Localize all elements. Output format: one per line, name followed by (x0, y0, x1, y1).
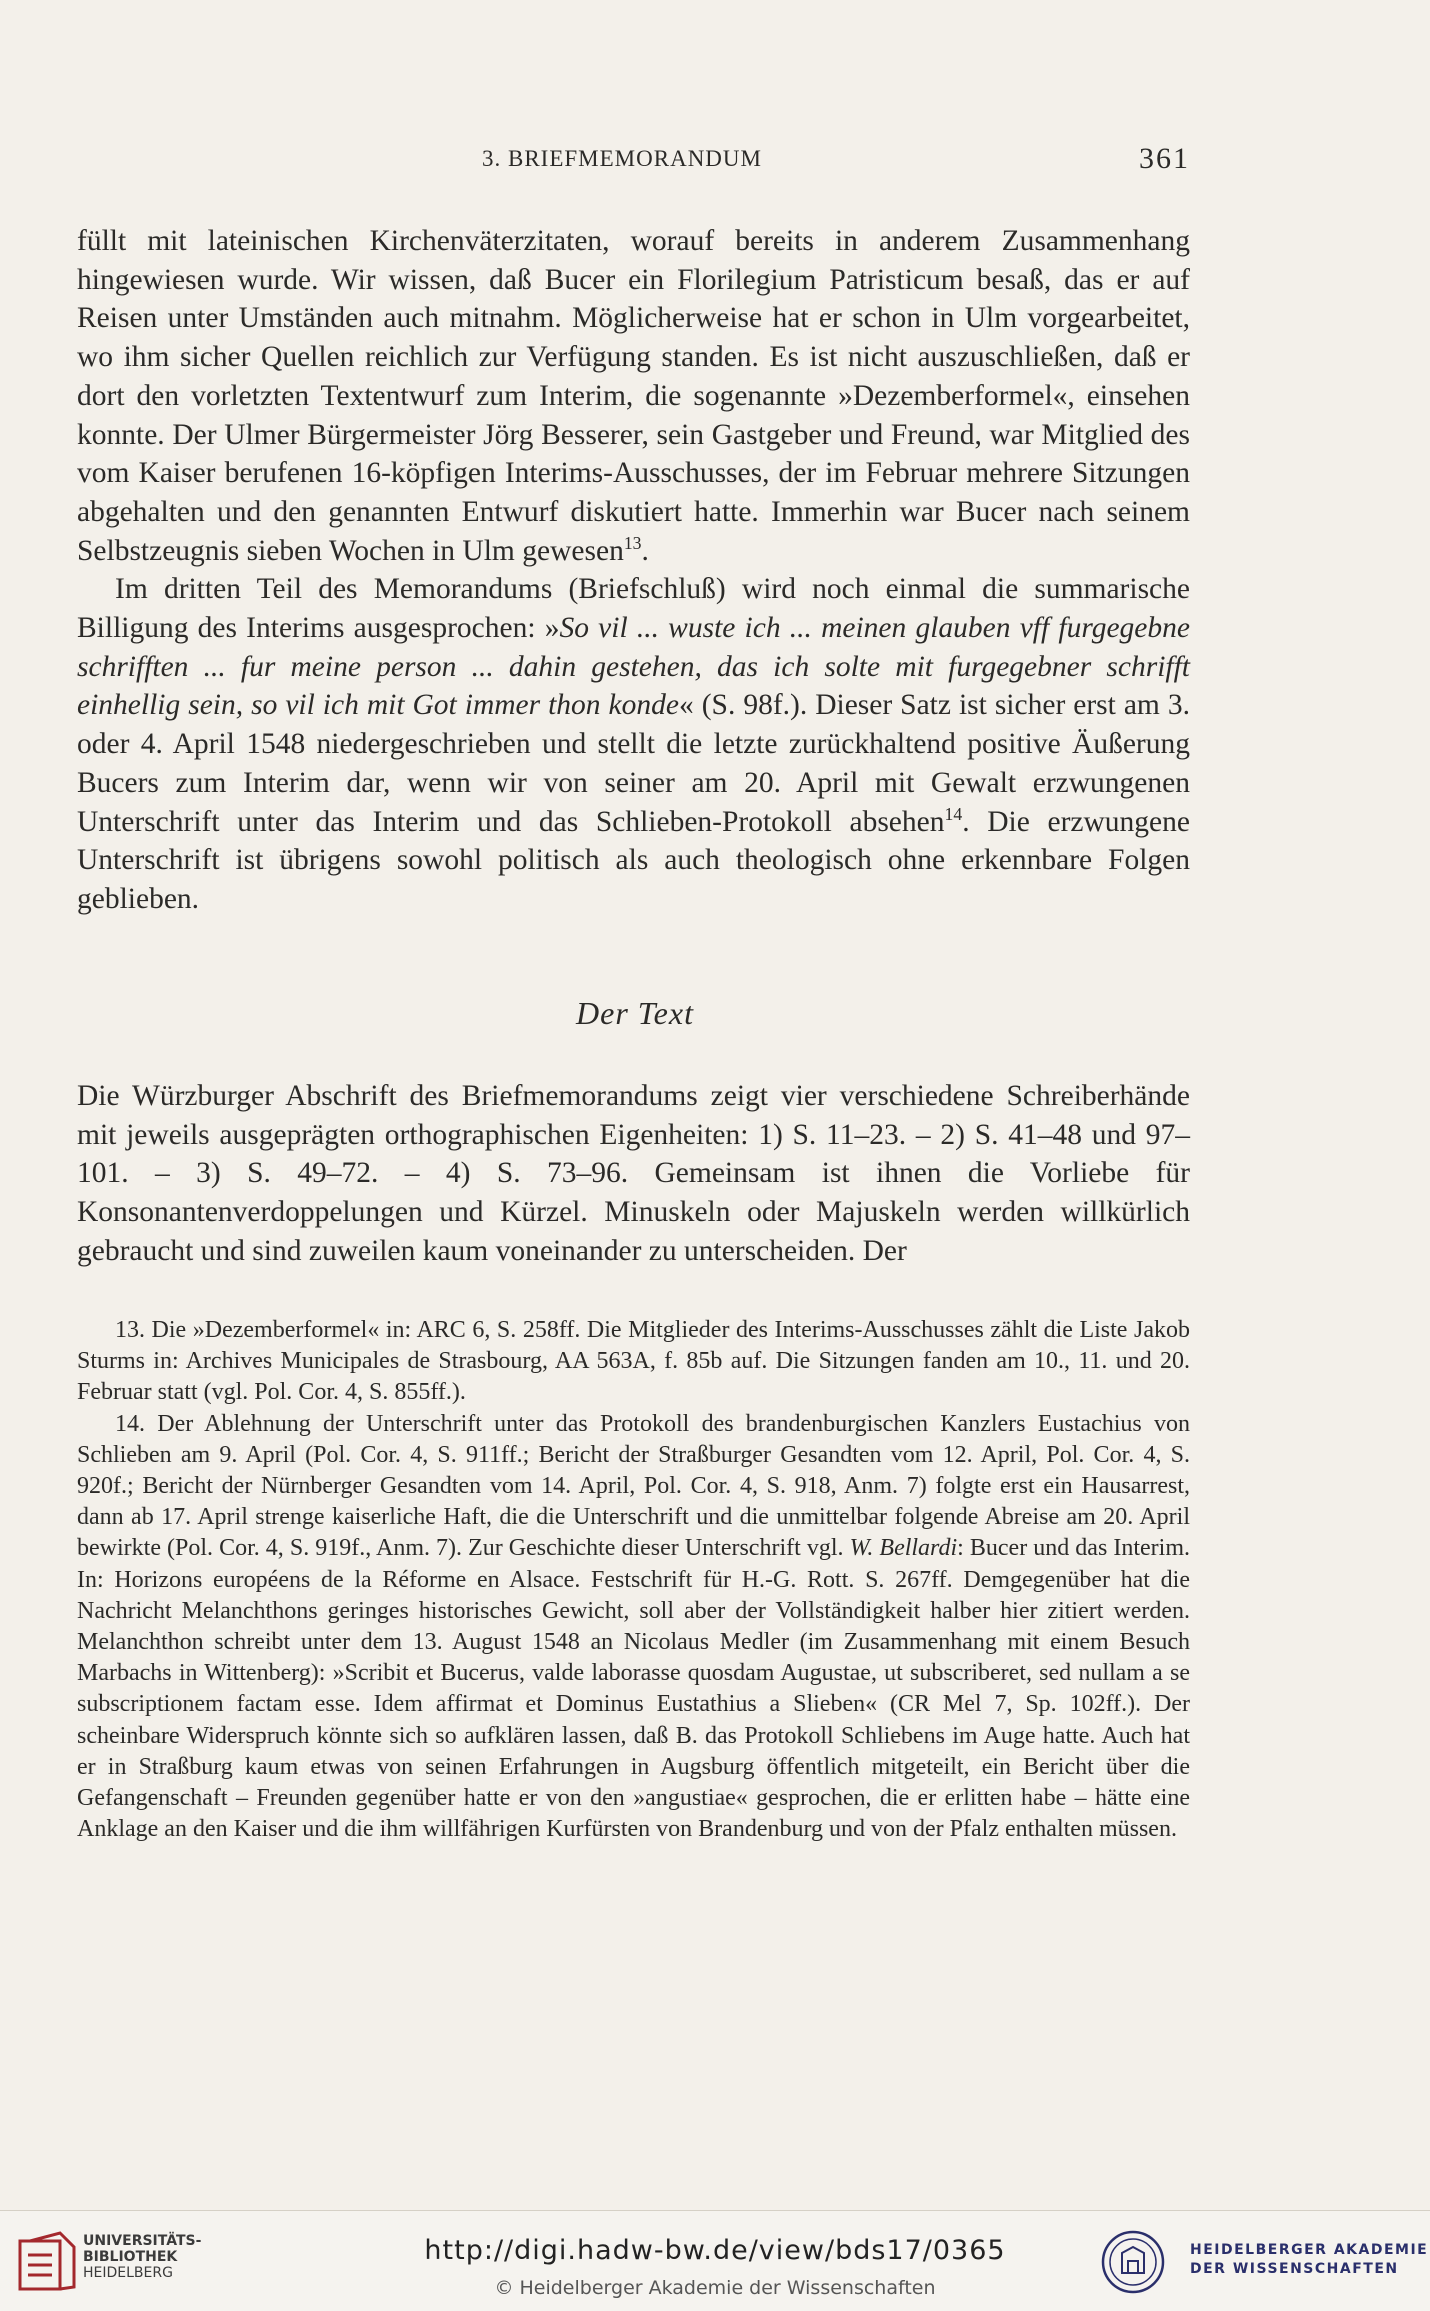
paragraph-1-end: . (641, 534, 649, 567)
paragraph-2-text-cont: « (S. 98f.). Dieser Satz ist sicher erst am 3. oder 4. April 1548 niedergeschrieben und stellt die letzte zurückhaltend positive Äußerung Bucers zum Interim dar, wenn wir von seiner am 20. April mit Gewalt erzwungenen Unterschrift unter das Interim und das Schlieben-Protokoll absehen (77, 689, 1190, 838)
running-head: 3. BRIEFMEMORANDUM (482, 146, 762, 171)
body-text-top (77, 222, 1190, 919)
paragraph-2 (77, 570, 1190, 918)
page-number: 361 (1139, 142, 1190, 175)
academy-name (1190, 2241, 1428, 2279)
footnote-ref-14[interactable]: 14 (944, 803, 963, 824)
footer-bar (0, 2210, 1430, 2311)
footnote-14-text: 14. Der Ablehnung der Unterschrift unter das Protokoll des brandenburgischen Kanzlers Eustachius von Schlieben am 9. April (Pol. Cor. 4, S. 911ff.; Bericht der Straßburger Gesandten vom 12. April, Pol. Cor. 4, S. 920f.; Bericht der Nürnberger Gesandten vom 14. April, Pol. Cor. 4, S. 918, Anm. 7) folgte erst ein Hausarrest, dann ab 17. April strenge kaiserliche Haft, die die Unterschrift und die unmittelbar folgende Abreise am 20. April bewirkte (Pol. Cor. 4, S. 919f., Anm. 7). Zur Geschichte dieser Unterschrift vgl. (77, 1410, 1190, 1562)
footnote-14-text-cont: : Bucer und das Interim. In: Horizons européens de la Réforme en Alsace. Festschrift für H.-G. Rott. S. 267ff. Demgegenüber hat die Nachricht Melanchthons geringes historisches Gewicht, soll aber der Vollständigkeit halber hier zitiert werden. Melanchthon schreibt unter dem 13. August 1548 an Nicolaus Medler (im Zusammenhang mit einem Besuch Marbachs in Wittenberg): »Scribit et Bucerus, valde laborasse quosdam Augustae, ut subscriberet, sed nullam a se subscriptionem factam esse. Idem affirmat et Dominus Eustathius a Slieben« (CR Mel 7, Sp. 102ff.). Der scheinbare Widerspruch könnte sich so aufklären lassen, daß B. das Protokoll Schliebens im Auge hatte. Auch hat er in Straßburg kaum etwas von seinen Erfahrungen in Augsburg öffentlich mitgeteilt, ein Bericht über die Gefangenschaft – Freunden gegenüber hatte er von den »angustiae« gesprochen, die er erlitten habe – hätte eine Anklage an den Kaiser und die ihm willfährigen Kurfürsten von Brandenburg und von der Pfalz enthalten müssen. (77, 1535, 1190, 1843)
paragraph-2-end: . Die erzwungene Unterschrift ist übrigens sowohl politisch als auch theologisch ohne erkennbare Folgen geblieben. (77, 805, 1190, 915)
page-header (77, 142, 1190, 186)
footnote-13: 13. Die »Dezemberformel« in: ARC 6, S. 258ff. Die Mitglieder des Interims-Ausschusses zählt die Liste Jakob Sturms in: Archives Municipales de Strasbourg, AA 563A, f. 85b auf. Die Sitzungen fanden am 10., 11. und 20. Februar statt (vgl. Pol. Cor. 4, S. 855ff.). (77, 1317, 1190, 1406)
paragraph-1 (77, 222, 1190, 570)
academy-logo-icon[interactable] (1100, 2229, 1166, 2295)
paragraph-2-text: Im dritten Teil des Memorandums (Briefschluß) wird noch einmal die summarische Billigung des Interims ausgesprochen: » (77, 573, 1190, 645)
academy-name-line2: DER WISSENSCHAFTEN (1190, 2261, 1399, 2277)
footnote-14 (77, 1409, 1190, 1846)
paragraph-1-text: füllt mit lateinischen Kirchenväterzitaten, worauf bereits in anderem Zusammenhang hingewiesen wurde. Wir wissen, daß Bucer ein Florilegium Patristicum besaß, das er auf Reisen unter Umständen auch mitnahm. Möglicherweise hat er schon in Ulm vorgearbeitet, wo ihm sicher Quellen reichlich zur Verfügung standen. Es ist nicht auszuschließen, daß er dort den vorletzten Textentwurf zum Interim, die sogenannte »Dezemberformel«, einsehen konnte. Der Ulmer Bürgermeister Jörg Besserer, sein Gastgeber und Freund, war Mitglied des vom Kaiser berufenen 16-köpfigen Interims-Ausschusses, der im Februar mehrere Sitzungen abgehalten und den genannten Entwurf diskutiert hatte. Immerhin war Bucer nach seinem Selbstzeugnis sieben Wochen in Ulm gewesen (77, 225, 1190, 567)
library-name-line3: HEIDELBERG (83, 2265, 173, 2281)
copyright-notice: © Heidelberger Akademie der Wissenschaften (494, 2277, 936, 2299)
document-url-link[interactable]: http://digi.hadw-bw.de/view/bds17/0365 (424, 2235, 1006, 2266)
footnote-ref-13[interactable]: 13 (623, 532, 642, 553)
section-title: Der Text (576, 995, 694, 1031)
library-name-line1: UNIVERSITÄTS- (83, 2233, 202, 2249)
bucer-quote: So vil ... wuste ich ... meinen glauben vff furgegebne schrifften ... fur meine person ... dahin gestehen, das ich solte mit furgegebner schrifft einhellig sein, so vil ich mit Got immer thon konde (77, 612, 1190, 722)
body-text-bottom (77, 1077, 1190, 1271)
paragraph-3: Die Würzburger Abschrift des Briefmemorandums zeigt vier verschiedene Schreiberhände mit jeweils ausgeprägten orthographischen Eigenheiten: 1) S. 11–23. – 2) S. 41–48 und 97–101. – 3) S. 49–72. – 4) S. 73–96. Gemeinsam ist ihnen die Vorliebe für Konsonantenverdoppelungen und Kürzel. Minuskeln oder Majuskeln werden willkürlich gebraucht und sind zuweilen kaum voneinander zu unterscheiden. Der (77, 1080, 1190, 1267)
footnotes (77, 1315, 1190, 1845)
library-name-line2: BIBLIOTHEK (83, 2249, 178, 2265)
academy-name-line1: HEIDELBERGER AKADEMIE (1190, 2242, 1429, 2258)
footnote-14-author: W. Bellardi (849, 1535, 958, 1562)
